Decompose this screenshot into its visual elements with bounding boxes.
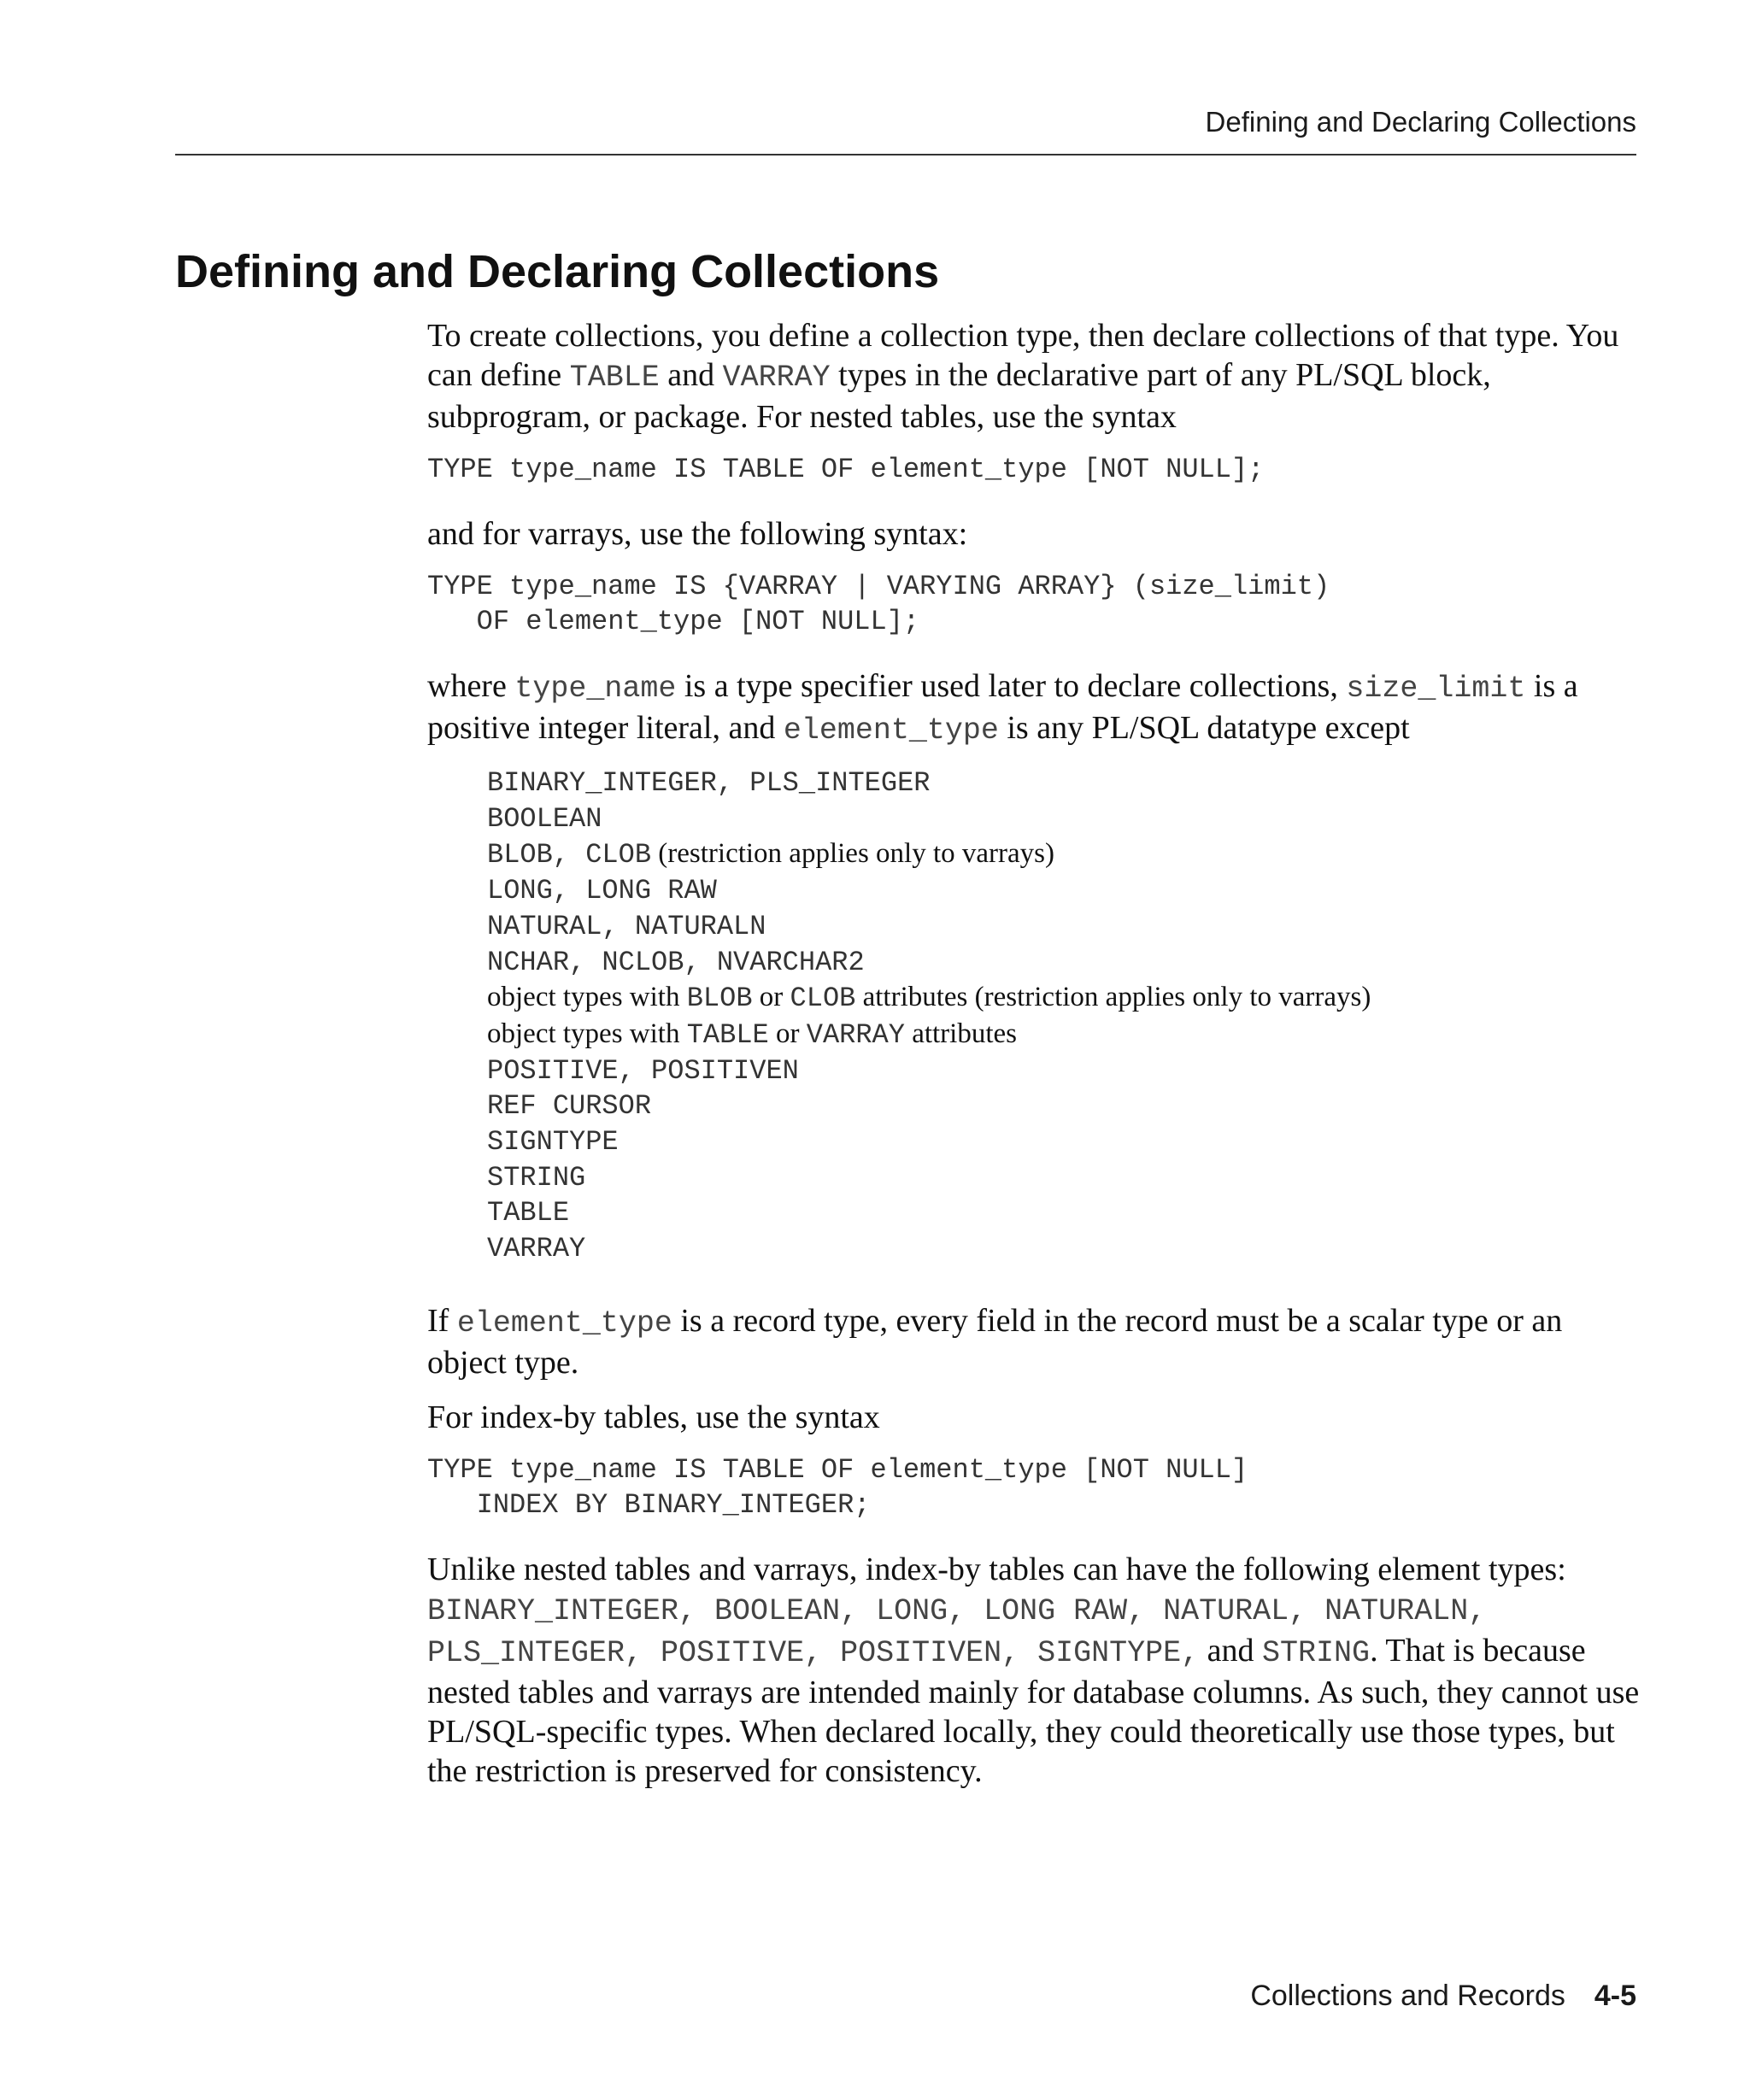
intro-paragraph [427, 316, 1641, 437]
where-paragraph [427, 666, 1641, 750]
intro-text-b: and [659, 357, 723, 393]
intro-text-d: types in the declarative part of any PL/SQL block, subprogram, or package. For nested tables, use the syntax [427, 357, 1491, 435]
index-by-text-a: Unlike nested tables and varrays, index-by tables can have the following element types: [427, 1551, 1566, 1587]
varray-syntax: TYPE type_name IS {VARRAY | VARYING ARRAY} (size_limit) OF element_type [NOT NULL]; [427, 571, 1330, 637]
inline-code-element-type: element_type [456, 1305, 672, 1340]
list-item-text: or [752, 982, 790, 1013]
section-title: Defining and Declaring Collections [175, 246, 940, 297]
inline-code-type-list: BINARY_INTEGER, BOOLEAN, LONG, LONG RAW, NATURAL, NATURALN, PLS_INTEGER, POSITIVE, POSITIVEN, SIGNTYPE, [427, 1593, 1487, 1670]
nested-table-syntax: TYPE type_name IS TABLE OF element_type [NOT NULL]; [427, 454, 1265, 485]
list-item: NATURAL, NATURALN [487, 910, 766, 942]
list-item-code: BLOB, CLOB [487, 839, 652, 871]
list-item [487, 1017, 1641, 1053]
where-text-a: where [427, 668, 515, 704]
record-text-a: If [427, 1302, 457, 1339]
inline-code-element-type: element_type [783, 713, 999, 748]
page-number: 4-5 [1594, 1980, 1636, 2012]
list-item [487, 836, 1641, 873]
list-item-text: object types with [487, 982, 687, 1013]
list-item: TABLE [487, 1197, 570, 1229]
index-by-text-b: and [1199, 1632, 1263, 1669]
header-rule [175, 154, 1636, 155]
list-item-note: (restriction applies only to varrays) [651, 838, 1054, 870]
running-header: Defining and Declaring Collections [1205, 106, 1636, 138]
list-item-code: BLOB [686, 983, 753, 1015]
list-item-code: TABLE [686, 1018, 769, 1051]
inline-code-type-name: type_name [514, 672, 677, 706]
record-text-b: is a record type, every field in the record must be a scalar type or an object type. [427, 1302, 1563, 1381]
intro-text-a: To create collections, you define a collection type, then declare collections of that type. You can define [427, 318, 1619, 393]
list-item: VARRAY [487, 1233, 586, 1265]
excluded-datatypes-list [487, 766, 1641, 1267]
index-by-syntax: TYPE type_name IS TABLE OF element_type [NOT NULL] INDEX BY BINARY_INTEGER; [427, 1453, 1248, 1521]
list-item-text: attributes [904, 1018, 1018, 1049]
where-text-d: is any PL/SQL datatype except [998, 710, 1410, 746]
list-item: POSITIVE, POSITIVEN [487, 1054, 799, 1087]
index-by-intro: For index-by tables, use the syntax [427, 1399, 880, 1435]
page-footer [175, 1979, 1636, 2013]
list-item-text: attributes (restriction applies only to varrays) [855, 982, 1371, 1013]
list-item: STRING [487, 1161, 586, 1194]
footer-chapter: Collections and Records [1250, 1980, 1565, 2012]
where-text-c: is a positive integer literal, and [427, 668, 1578, 746]
varray-intro: and for varrays, use the following syntax: [427, 516, 968, 552]
list-item: SIGNTYPE [487, 1126, 619, 1159]
list-item-text: or [768, 1018, 807, 1049]
list-item-code: CLOB [790, 983, 856, 1015]
inline-code-varray: VARRAY [722, 361, 831, 395]
list-item-code: VARRAY [806, 1018, 905, 1051]
list-item: NCHAR, NCLOB, NVARCHAR2 [487, 946, 865, 978]
where-text-b: is a type specifier used later to declare collections, [676, 668, 1347, 704]
index-by-paragraph [427, 1550, 1641, 1791]
list-item: LONG, LONG RAW [487, 875, 717, 907]
index-by-text-c: . That is because nested tables and varrays are intended mainly for database columns. As such, they cannot use PL/SQL-specific types. When declared locally, they could theoretically use those types, but the restriction is preserved for consistency. [427, 1632, 1640, 1789]
record-type-paragraph [427, 1301, 1641, 1382]
list-item: REF CURSOR [487, 1090, 652, 1123]
section-body [427, 316, 1641, 1806]
inline-code-table: TABLE [569, 361, 660, 395]
inline-code-size-limit: size_limit [1346, 672, 1526, 706]
list-item: BOOLEAN [487, 802, 602, 835]
list-item [487, 980, 1641, 1017]
inline-code-string: STRING [1262, 1635, 1371, 1670]
list-item: BINARY_INTEGER, PLS_INTEGER [487, 767, 931, 799]
list-item-text: object types with [487, 1018, 687, 1049]
